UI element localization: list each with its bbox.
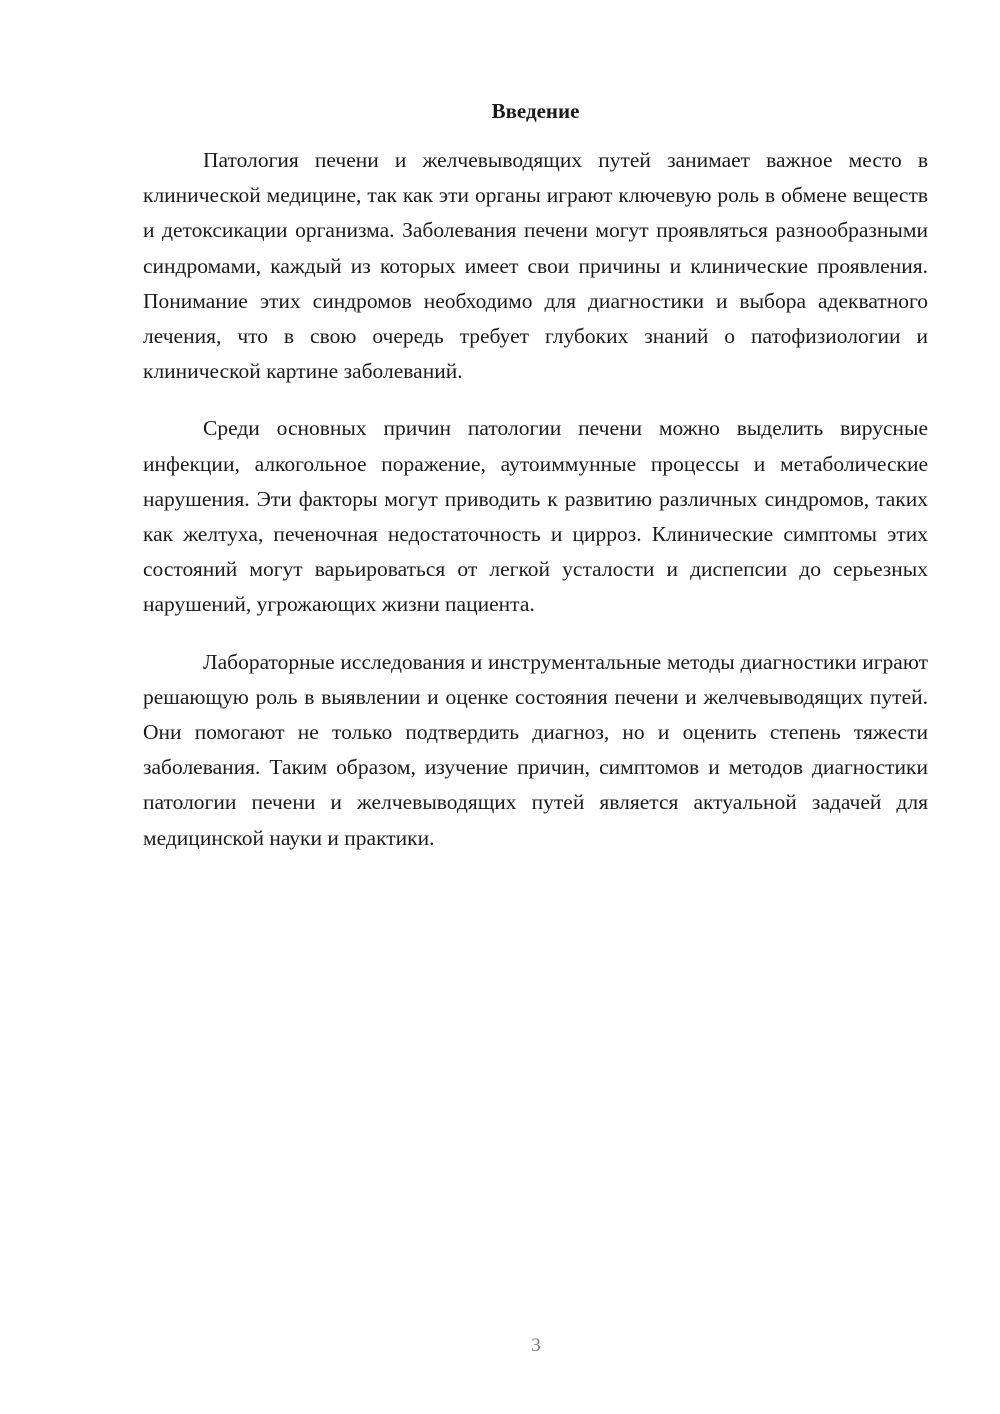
page-number: 3: [531, 1335, 541, 1356]
section-heading: Введение: [491, 99, 580, 123]
body-text: [143, 143, 928, 878]
paragraph-1: Патология печени и желчевыводящих путей занимает важное место в клинической медицине, так как эти органы играют ключевую роль в обмене веществ и детоксикации организма. Заболевания печени могут проявляться разнообразными синдромами, каждый из которых имеет свои причины и клинические проявления. Понимание этих синдромов необходимо для диагностики и выбора адекватного лечения, что в свою очередь требует глубоких знаний о патофизиологии и клинической картине заболеваний.: [143, 148, 928, 384]
paragraph-2: Среди основных причин патологии печени можно выделить вирусные инфекции, алкогольное поражение, аутоиммунные процессы и метаболические нарушения. Эти факторы могут приводить к развитию различных синдромов, таких как желтуха, печеночная недостаточность и цирроз. Клинические симптомы этих состояний могут варьироваться от легкой усталости и диспепсии до серьезных нарушений, угрожающих жизни пациента.: [143, 416, 928, 617]
paragraph-3: Лабораторные исследования и инструментальные методы диагностики играют решающую роль в выявлении и оценке состояния печени и желчевыводящих путей. Они помогают не только подтвердить диагноз, но и оценить степень тяжести заболевания. Таким образом, изучение причин, симптомов и методов диагностики патологии печени и желчевыводящих путей является актуальной задачей для медицинской науки и практики.: [143, 649, 928, 850]
